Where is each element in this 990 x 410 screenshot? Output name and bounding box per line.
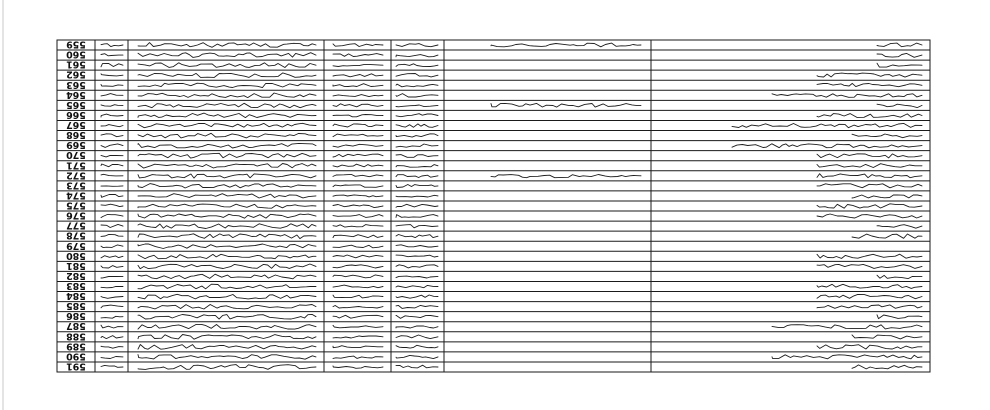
row-id: 591 — [66, 360, 86, 372]
handwritten-stroke — [817, 204, 922, 208]
handwritten-stroke — [101, 286, 123, 287]
handwritten-stroke — [396, 165, 438, 168]
handwritten-stroke — [396, 195, 438, 197]
handwritten-stroke — [101, 346, 123, 348]
handwritten-stroke — [101, 144, 123, 148]
handwritten-stroke — [138, 294, 316, 299]
handwritten-stroke — [138, 264, 316, 269]
handwritten-stroke — [817, 305, 922, 308]
handwritten-stroke — [138, 103, 316, 107]
handwritten-stroke — [333, 195, 383, 197]
handwritten-stroke — [877, 43, 922, 47]
row-id: 581 — [66, 259, 86, 271]
handwritten-stroke — [101, 214, 123, 217]
handwritten-stroke — [491, 43, 641, 47]
handwritten-stroke — [396, 295, 438, 298]
handwritten-stroke — [333, 235, 383, 238]
handwritten-stroke — [333, 54, 383, 57]
handwritten-stroke — [333, 95, 383, 97]
handwritten-stroke — [333, 306, 383, 309]
row-id: 564 — [66, 88, 86, 100]
handwritten-stroke — [333, 225, 383, 228]
row-id: 561 — [66, 58, 86, 70]
handwritten-stroke — [138, 314, 316, 319]
handwritten-stroke — [817, 73, 922, 77]
handwritten-stroke — [138, 43, 316, 48]
handwritten-stroke — [101, 224, 123, 227]
handwritten-stroke — [101, 134, 123, 137]
handwritten-stroke — [101, 276, 123, 278]
row-id: 587 — [66, 320, 86, 332]
handwritten-stroke — [817, 154, 922, 158]
handwritten-stroke — [138, 324, 316, 329]
handwritten-stroke — [491, 175, 641, 178]
handwritten-stroke — [101, 234, 123, 236]
handwritten-stroke — [138, 254, 316, 258]
row-id: 588 — [66, 330, 86, 342]
handwritten-stroke — [101, 245, 123, 248]
handwritten-stroke — [396, 276, 438, 278]
handwritten-stroke — [817, 164, 922, 168]
handwritten-stroke — [396, 114, 438, 117]
handwritten-stroke — [396, 105, 438, 107]
handwritten-stroke — [138, 305, 316, 310]
handwritten-stroke — [333, 215, 383, 218]
handwritten-stroke — [101, 316, 123, 318]
handwritten-stroke — [877, 104, 922, 107]
row-id: 589 — [66, 340, 86, 352]
handwritten-stroke — [138, 174, 316, 178]
handwritten-stroke — [396, 185, 438, 188]
row-id: 571 — [66, 159, 86, 171]
handwritten-stroke — [396, 55, 438, 57]
handwritten-stroke — [817, 174, 922, 178]
handwritten-stroke — [101, 94, 123, 96]
handwritten-stroke — [138, 244, 316, 249]
handwritten-stroke — [396, 94, 438, 97]
handwritten-stroke — [138, 93, 316, 98]
handwritten-stroke — [396, 305, 438, 308]
handwritten-stroke — [333, 154, 383, 157]
handwritten-stroke — [138, 73, 316, 78]
handwritten-stroke — [101, 357, 123, 359]
handwritten-stroke — [877, 53, 922, 57]
handwritten-stroke — [138, 345, 316, 350]
handwritten-stroke — [138, 214, 316, 218]
handwritten-stroke — [101, 297, 123, 299]
handwritten-stroke — [396, 326, 438, 328]
handwritten-stroke — [817, 264, 922, 268]
handwritten-stroke — [333, 115, 383, 117]
row-id: 578 — [66, 229, 86, 241]
row-id: 560 — [66, 48, 86, 60]
handwritten-stroke — [396, 124, 438, 127]
handwritten-stroke — [333, 205, 383, 208]
handwritten-stroke — [852, 234, 922, 238]
handwritten-stroke — [138, 113, 316, 118]
handwritten-stroke — [852, 134, 922, 138]
row-id: 566 — [66, 108, 86, 120]
row-id: 562 — [66, 68, 86, 80]
table-grid — [57, 40, 930, 372]
handwritten-stroke — [101, 174, 123, 176]
handwritten-stroke — [101, 155, 123, 157]
handwritten-stroke — [333, 174, 383, 176]
handwritten-stroke — [101, 365, 123, 367]
handwritten-stroke — [101, 195, 123, 198]
handwritten-stroke — [333, 325, 383, 328]
handwritten-stroke — [772, 325, 922, 329]
handwritten-stroke — [396, 155, 438, 158]
row-id: 568 — [66, 129, 86, 141]
handwritten-stroke — [333, 144, 383, 147]
row-id: 572 — [66, 169, 86, 181]
handwritten-stroke — [396, 335, 438, 339]
handwritten-stroke — [333, 315, 383, 318]
handwritten-stroke — [138, 153, 316, 158]
handwritten-stroke — [138, 184, 316, 188]
handwritten-stroke — [101, 266, 123, 268]
handwritten-stroke — [396, 204, 438, 207]
handwritten-stroke — [333, 265, 383, 268]
handwritten-stroke — [396, 215, 438, 218]
handwritten-stroke — [877, 315, 922, 319]
handwritten-stroke — [333, 275, 383, 278]
row-id: 582 — [66, 269, 86, 281]
handwritten-stroke — [138, 143, 316, 148]
handwritten-stroke — [817, 284, 922, 288]
handwritten-stroke — [852, 195, 922, 198]
handwritten-stroke — [333, 336, 383, 338]
handwritten-stroke — [138, 335, 316, 340]
handwritten-stroke — [101, 336, 123, 339]
handwritten-stroke — [333, 185, 383, 187]
handwritten-stroke — [333, 255, 383, 258]
handwritten-stroke — [396, 64, 438, 67]
handwritten-stroke — [333, 346, 383, 348]
handwritten-stroke — [138, 284, 316, 289]
handwritten-stroke — [396, 245, 438, 247]
handwritten-stroke — [396, 315, 438, 318]
row-id: 570 — [66, 149, 86, 161]
row-id: 574 — [66, 189, 86, 201]
handwritten-stroke — [817, 114, 922, 118]
handwritten-stroke — [333, 134, 383, 137]
handwritten-stroke — [333, 104, 383, 107]
row-id: 583 — [66, 279, 86, 291]
handwritten-stroke — [333, 65, 383, 67]
handwritten-stroke — [817, 254, 922, 258]
handwritten-stroke — [817, 294, 922, 298]
handwritten-stroke — [817, 214, 922, 218]
handwritten-stroke — [396, 365, 438, 368]
handwritten-stroke — [333, 124, 383, 127]
handwritten-stroke — [101, 325, 123, 328]
handwritten-stroke — [396, 84, 438, 87]
handwritten-stroke — [396, 144, 438, 147]
row-id: 573 — [66, 179, 86, 191]
handwritten-stroke — [333, 366, 383, 368]
handwritten-stroke — [138, 63, 316, 68]
handwritten-stroke — [333, 245, 383, 248]
row-id: 563 — [66, 78, 86, 90]
handwritten-stroke — [877, 63, 922, 67]
handwritten-stroke — [333, 285, 383, 288]
handwritten-stroke — [396, 265, 438, 268]
row-id: 586 — [66, 310, 86, 322]
handwritten-stroke — [138, 234, 316, 239]
row-id: 577 — [66, 219, 86, 231]
row-id: 590 — [66, 350, 86, 362]
handwritten-stroke — [333, 164, 383, 167]
handwritten-stroke — [396, 44, 438, 47]
handwritten-stroke — [138, 365, 316, 370]
handwritten-stroke — [852, 365, 922, 369]
handwritten-stroke — [101, 85, 123, 87]
handwritten-stroke — [396, 74, 438, 77]
handwritten-stroke — [101, 305, 123, 308]
handwritten-stroke — [101, 74, 123, 76]
handwritten-stroke — [852, 335, 922, 339]
handwritten-stroke — [101, 44, 123, 47]
handwritten-stroke — [101, 114, 123, 117]
handwritten-stroke — [732, 123, 922, 127]
handwritten-stroke — [333, 84, 383, 87]
handwritten-stroke — [396, 345, 438, 348]
handwritten-stroke — [101, 54, 123, 56]
handwritten-stroke — [396, 355, 438, 358]
handwritten-stroke — [396, 255, 438, 257]
handwritten-stroke — [101, 125, 123, 127]
handwritten-stroke — [138, 204, 316, 208]
ledger-table — [57, 39, 930, 372]
row-id: 585 — [66, 300, 86, 312]
handwritten-stroke — [877, 225, 922, 229]
handwritten-stroke — [396, 225, 438, 228]
handwritten-stroke — [101, 204, 123, 206]
handwritten-stroke — [333, 356, 383, 358]
row-id: 567 — [66, 119, 86, 131]
row-id: 580 — [66, 249, 86, 261]
row-id: 559 — [66, 38, 86, 50]
handwritten-stroke — [138, 123, 316, 127]
handwritten-stroke — [396, 235, 438, 238]
handwritten-stroke — [772, 355, 922, 359]
row-id: 576 — [66, 209, 86, 221]
handwritten-stroke — [138, 274, 316, 279]
row-id: 569 — [66, 139, 86, 151]
handwritten-stroke — [138, 355, 316, 360]
handwritten-stroke — [877, 275, 922, 278]
row-id: 584 — [66, 290, 86, 302]
row-id: 565 — [66, 98, 86, 110]
handwritten-stroke — [817, 345, 922, 349]
handwritten-stroke — [396, 285, 438, 287]
handwritten-stroke — [138, 53, 316, 58]
handwritten-stroke — [101, 63, 123, 66]
handwritten-stroke — [138, 133, 316, 138]
table-border — [57, 40, 930, 372]
handwritten-stroke — [396, 134, 438, 137]
handwritten-stroke — [333, 74, 383, 77]
handwritten-stroke — [138, 194, 316, 198]
handwritten-stroke — [732, 144, 922, 148]
handwritten-stroke — [101, 164, 123, 167]
handwritten-stroke — [817, 83, 922, 86]
handwritten-stroke — [817, 184, 922, 188]
handwritten-stroke — [138, 164, 316, 169]
handwritten-stroke — [101, 256, 123, 258]
handwritten-stroke — [138, 83, 316, 87]
row-id: 579 — [66, 239, 86, 251]
handwritten-stroke — [101, 105, 123, 107]
handwritten-stroke — [772, 94, 922, 98]
handwritten-stroke — [333, 295, 383, 298]
handwritten-stroke — [491, 103, 641, 107]
handwritten-stroke — [396, 175, 438, 178]
row-id: 575 — [66, 199, 86, 211]
handwritten-stroke — [138, 224, 316, 229]
handwritten-stroke — [333, 44, 383, 47]
